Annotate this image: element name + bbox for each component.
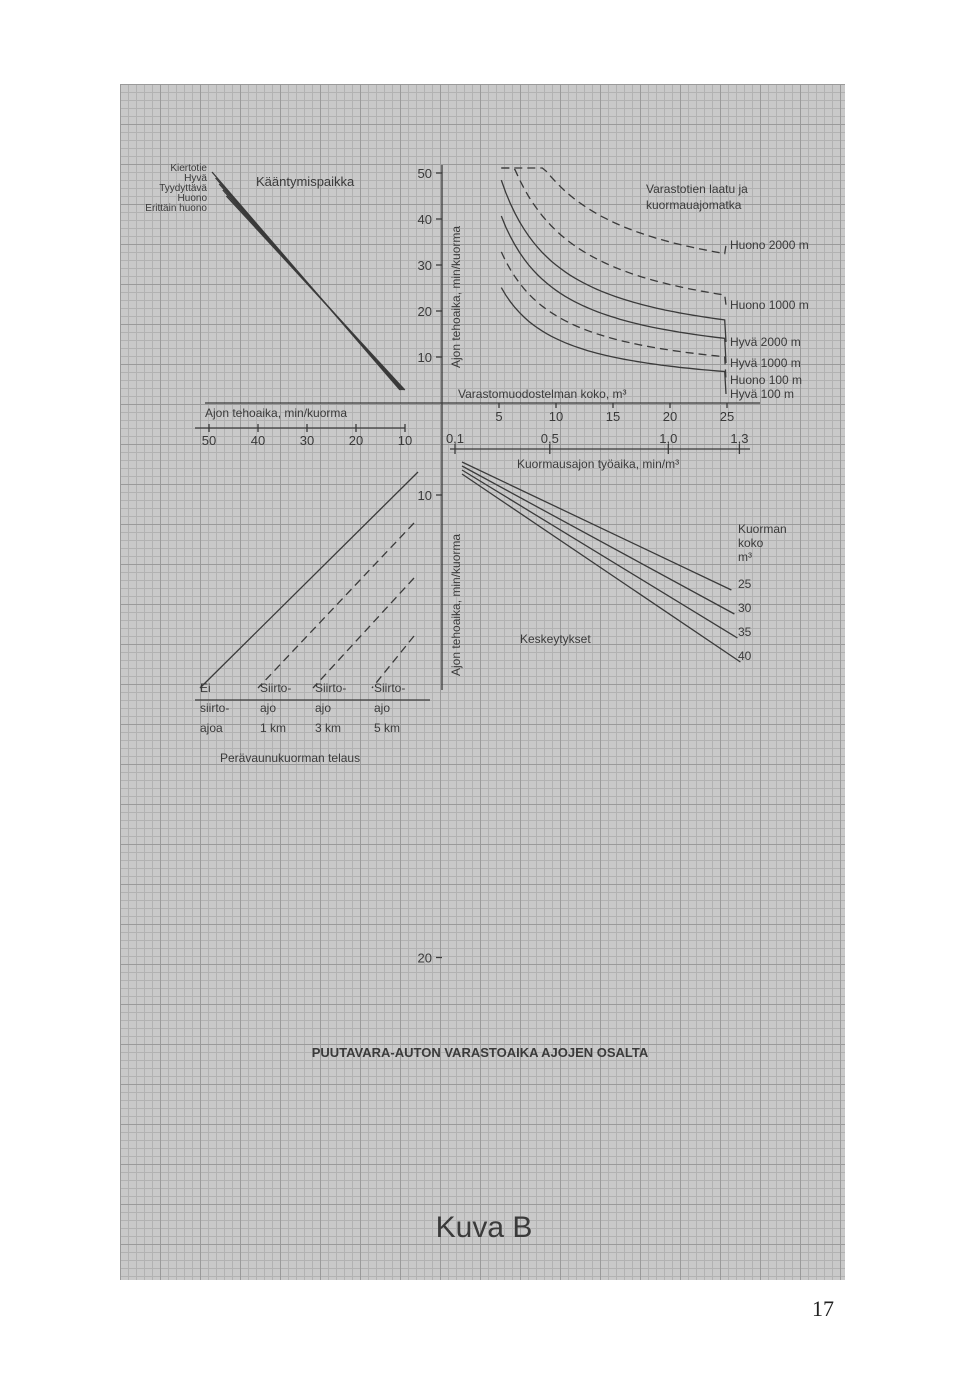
upper-y-tick-label: 10 <box>417 350 432 365</box>
road-curve-5 <box>501 288 726 394</box>
page-number: 17 <box>812 1296 834 1321</box>
road-class-label-1: Hyvä <box>184 173 207 184</box>
transfer-label-2: 3 km <box>315 721 342 735</box>
storage-size-tick-label: 20 <box>662 409 678 424</box>
loading-time-axis-label: Kuormausajon työaika, min/m³ <box>517 457 680 471</box>
chart-title: PUUTAVARA-AUTON VARASTOAIKA AJOJEN OSALTA <box>311 1045 649 1060</box>
figure-caption: Kuva B <box>435 1211 533 1244</box>
transfer-label-3: 5 km <box>374 721 401 735</box>
transfer-label-2: ajo <box>315 701 332 715</box>
load-size-label-25: 25 <box>738 577 752 591</box>
storage-size-tick-label: 25 <box>719 409 735 424</box>
road-class-label-2: Tyydyttävä <box>159 183 207 194</box>
road-curve-4 <box>501 252 726 380</box>
upper-left-tick-label: 10 <box>397 433 413 448</box>
load-size-label-40: 40 <box>738 649 752 663</box>
road-quality-heading: Varastotien laatu ja <box>646 182 748 196</box>
transfer-label-0: ajoa <box>200 721 223 735</box>
loading-time-tick-label: 0,5 <box>540 431 559 446</box>
transfer-line-0 <box>200 472 418 688</box>
interruptions-label: Keskeytykset <box>520 632 591 646</box>
load-size-legend-title: m³ <box>738 550 752 564</box>
loading-time-tick-label: 0,1 <box>445 431 465 446</box>
transfer-label-0: Ei <box>200 681 211 695</box>
load-size-legend-title: koko <box>738 536 764 550</box>
loading-time-tick-label: 1,0 <box>659 431 678 446</box>
road-curve-label-0: Huono 2000 m <box>730 238 809 252</box>
upper-y-tick-label: 40 <box>417 212 432 227</box>
upper-left-tick-label: 20 <box>348 433 364 448</box>
turning-line-4 <box>226 196 404 390</box>
load-size-label-35: 35 <box>738 625 752 639</box>
upper-y-axis-label: Ajon tehoaika, min/kuorma <box>449 225 463 368</box>
road-curve-label-1: Huono 1000 m <box>730 298 809 312</box>
road-curve-label-3: Hyvä 1000 m <box>730 356 801 370</box>
road-curve-label-5: Hyvä 100 m <box>730 387 795 401</box>
road-class-label-0: Kiertotie <box>170 163 207 174</box>
lower-y-tick-label: 10 <box>417 488 432 503</box>
transfer-label-1: ajo <box>260 701 277 715</box>
transfer-line-1 <box>258 523 414 688</box>
road-curve-label-4: Huono 100 m <box>730 373 803 387</box>
lower-y-axis-label: Ajon tehoaika, min/kuorma <box>449 533 463 676</box>
road-quality-heading: kuormauajomatka <box>646 198 742 212</box>
upper-left-tick-label: 40 <box>250 433 266 448</box>
loading-time-tick-label: 1,3 <box>730 431 749 446</box>
upper-left-axis-label: Ajon tehoaika, min/kuorma <box>205 406 348 420</box>
lower-y-tick-label: 20 <box>417 950 432 966</box>
storage-size-axis-label: Varastomuodostelman koko, m³ <box>458 387 627 401</box>
transfer-label-3: ajo <box>374 701 391 715</box>
transfer-line-2 <box>313 578 414 688</box>
upper-y-tick-label: 50 <box>417 166 432 181</box>
upper-y-tick-label: 30 <box>417 258 432 273</box>
transfer-label-1: Siirto- <box>260 681 292 695</box>
upper-left-tick-label: 30 <box>299 433 315 448</box>
upper-y-tick-label: 20 <box>417 304 432 319</box>
road-curve-label-2: Hyvä 2000 m <box>730 335 801 349</box>
upper-left-tick-label: 50 <box>201 433 217 448</box>
load-size-legend-title: Kuorman <box>738 522 787 536</box>
transfer-label-3: Siirto- <box>374 681 406 695</box>
road-class-label-3: Huono <box>177 193 207 204</box>
transfer-label-0: siirto- <box>200 701 230 715</box>
turning-place-heading: Kääntymispaikka <box>256 174 355 189</box>
load-size-line-35 <box>462 470 737 638</box>
storage-size-tick-label: 15 <box>605 409 621 424</box>
storage-size-tick-label: 5 <box>495 409 503 424</box>
load-size-line-25 <box>462 462 731 590</box>
transfer-label-2: Siirto- <box>315 681 347 695</box>
trailer-load-axis-label: Perävaunukuorman telaus <box>220 751 361 765</box>
road-class-label-4: Erittäin huono <box>145 203 207 214</box>
load-size-line-30 <box>462 466 734 614</box>
storage-size-tick-label: 10 <box>548 409 564 424</box>
transfer-label-1: 1 km <box>260 721 287 735</box>
load-size-label-30: 30 <box>738 601 752 615</box>
load-size-line-40 <box>462 474 740 662</box>
